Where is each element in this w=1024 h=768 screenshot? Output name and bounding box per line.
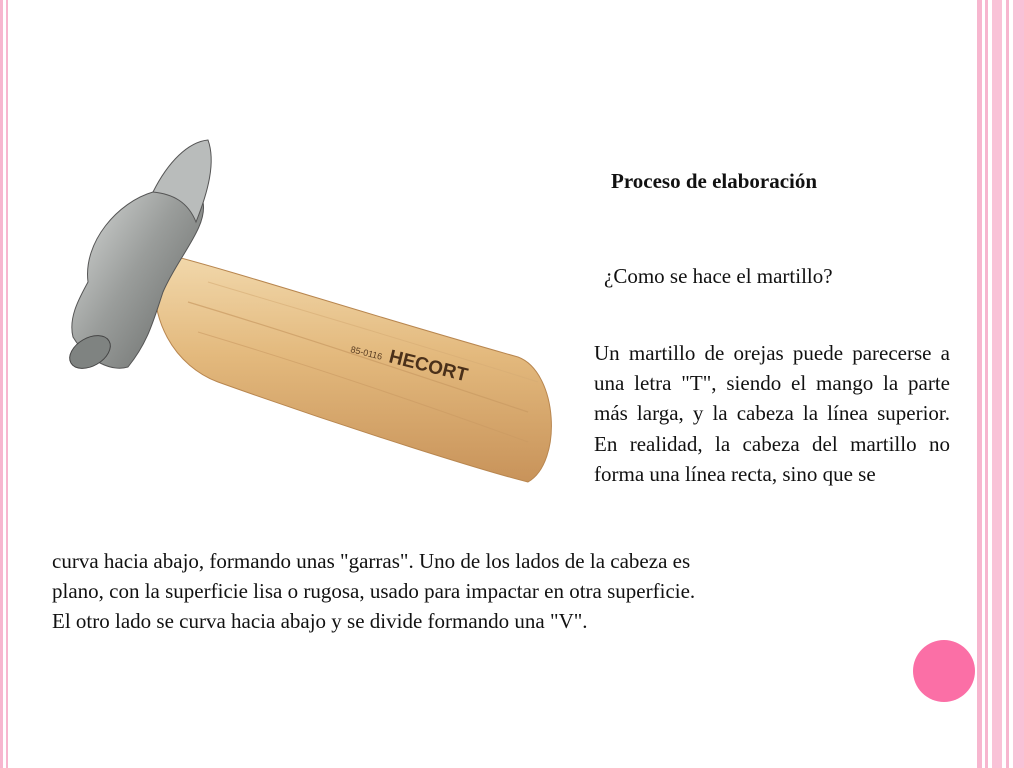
hammer-handle [154,252,551,482]
frame-left-outer [0,0,3,768]
paragraph-bottom [52,546,972,637]
pink-dot-bullet [913,640,975,702]
frame-right-stripe [992,0,1002,768]
frame-right-stripe [1013,0,1024,768]
frame-right-stripe [1006,0,1009,768]
hammer-model-text: 85-0116 [349,344,384,362]
frame-right-stripe [977,0,982,768]
paragraph-line: El otro lado se curva hacia abajo y se divide formando una "V". [52,609,588,634]
slide-title: Proceso de elaboración [611,169,818,193]
hammer-brand-text: HECORT [386,346,470,387]
claw-hammer-image [58,132,573,510]
paragraph-line: plano, con la superficie lisa o rugosa, usado para impactar en otra superficie. [52,579,696,604]
frame-right-stripe [985,0,988,768]
paragraph-top: Un martillo de orejas puede parecerse a una letra "T", siendo el mango la parte más larga, y la cabeza la línea superior. En realidad, la cabeza del martillo no forma una línea recta, sino que se [594,341,950,486]
frame-left-inner [6,0,8,768]
paragraph-line: curva hacia abajo, formando unas "garras". Uno de los lados de la cabeza es [52,549,691,573]
slide-subtitle: ¿Como se hace el martillo? [604,264,833,288]
